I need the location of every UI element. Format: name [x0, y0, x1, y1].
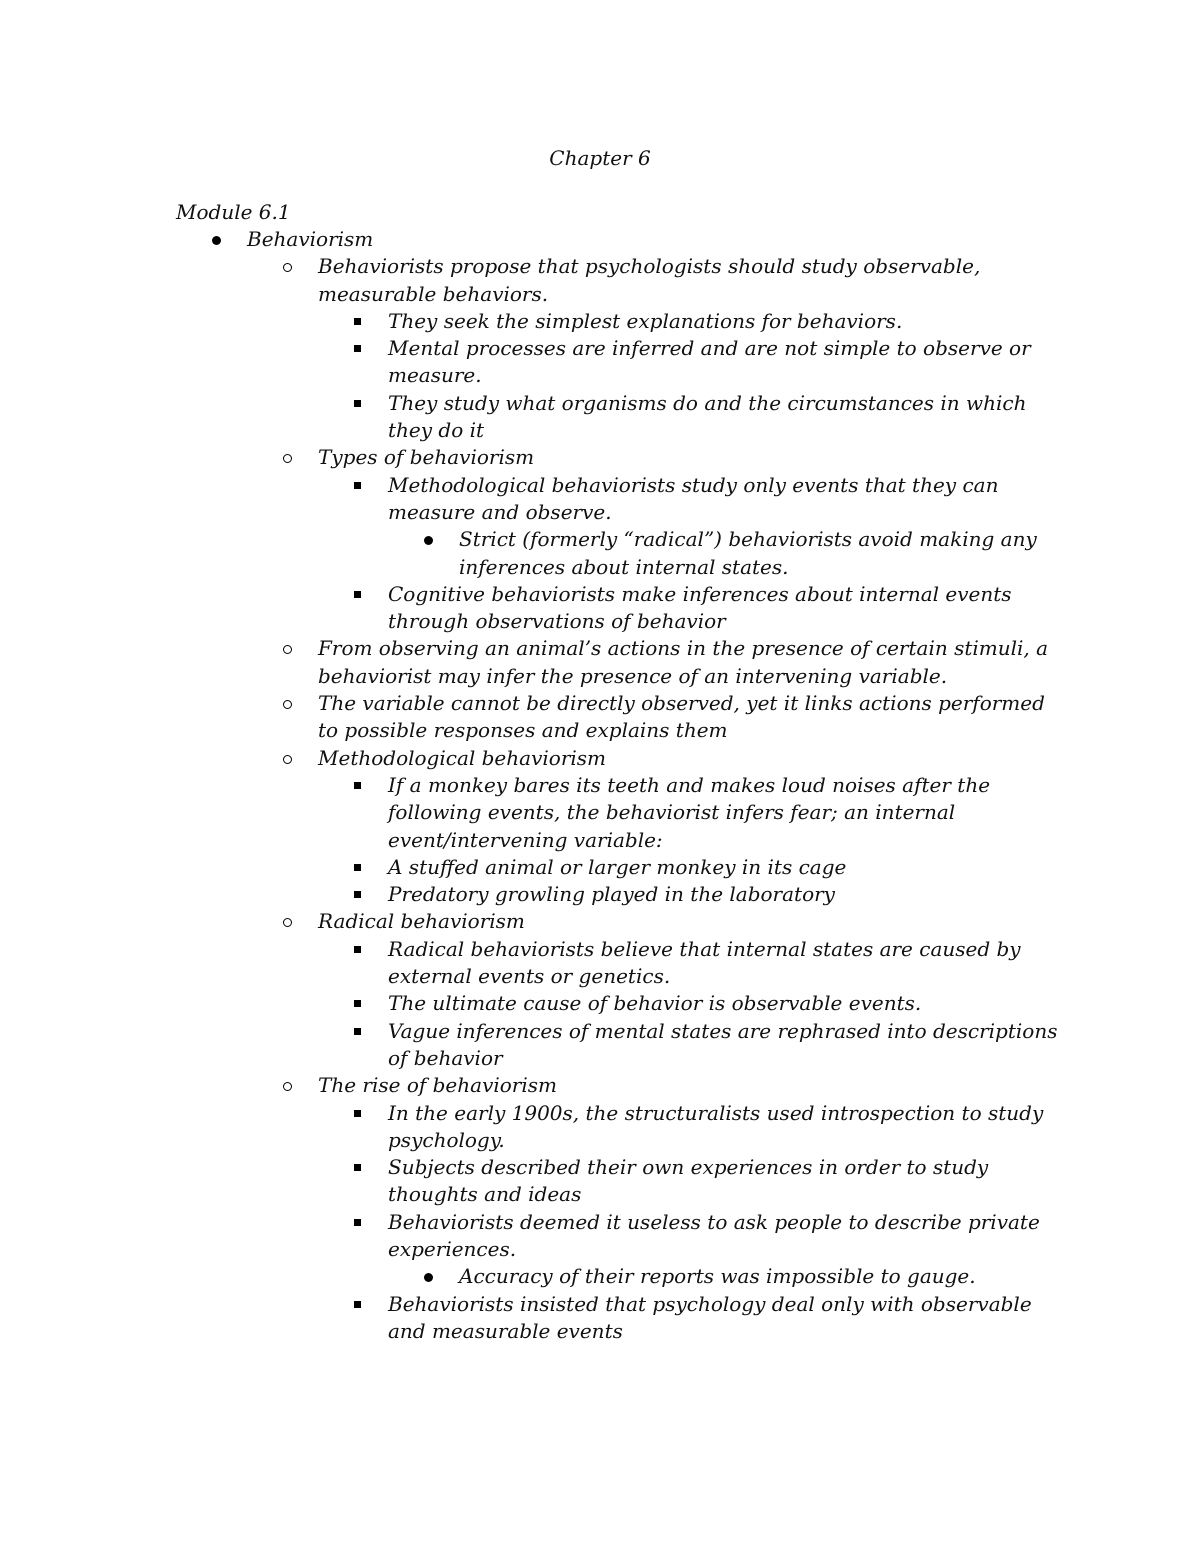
outline-item-level-2 — [0, 745, 1200, 772]
outline-item-level-3 — [0, 335, 1200, 390]
outline-item-line: Methodological behaviorists study only events that they can — [388, 472, 999, 497]
outline-item-text — [388, 335, 1038, 390]
outline-item-line: From observing an animal’s actions in the presence of certain stimuli, a — [318, 636, 1049, 661]
outline-item-level-2 — [0, 690, 1200, 745]
bullet-square-icon — [354, 864, 361, 871]
outline-item-level-3 — [0, 881, 1200, 908]
outline-item-line: Behaviorists deemed it useless to ask people to describe private — [388, 1209, 1040, 1234]
outline-item-level-3 — [0, 390, 1200, 445]
outline-item-line: Methodological behaviorism — [318, 745, 606, 770]
outline-item-line: In the early 1900s, the structuralists used introspection to study — [388, 1100, 1044, 1125]
outline-item-text — [388, 990, 1038, 1017]
outline-list — [0, 226, 1200, 1345]
bullet-disc-icon — [424, 536, 433, 545]
outline-item-level-3 — [0, 772, 1200, 854]
outline-item-text — [318, 253, 1018, 308]
outline-item-line: They seek the simplest explanations for behaviors. — [388, 308, 903, 333]
outline-item-line: experiences. — [388, 1236, 517, 1261]
outline-item-line: If a monkey bares its teeth and makes loud noises after the — [388, 772, 991, 797]
bullet-square-icon — [354, 946, 361, 953]
outline-item-line: Behaviorists insisted that psychology deal only with observable — [388, 1291, 1032, 1316]
outline-item-level-2 — [0, 908, 1200, 935]
outline-item-text — [318, 1072, 1018, 1099]
bullet-circle-icon — [283, 454, 292, 463]
outline-item-line: psychology. — [388, 1127, 505, 1152]
outline-item-level-3 — [0, 1291, 1200, 1346]
outline-item-line: Radical behaviorism — [318, 909, 525, 934]
bullet-circle-icon — [283, 263, 292, 272]
outline-item-text — [459, 1263, 1039, 1290]
outline-item-line: Cognitive behaviorists make inferences about internal events — [388, 581, 1012, 606]
bullet-square-icon — [354, 345, 361, 352]
outline-item-line: The variable cannot be directly observed, yet it links actions performed — [318, 691, 1045, 716]
outline-item-level-2 — [0, 1072, 1200, 1099]
outline-item-level-2 — [0, 253, 1200, 308]
outline-item-line: measurable behaviors. — [318, 281, 549, 306]
outline-item-text — [388, 854, 1038, 881]
outline-item-text — [388, 1209, 1038, 1264]
outline-item-line: external events or genetics. — [388, 964, 671, 989]
bullet-disc-icon — [424, 1273, 433, 1282]
outline-item-line: Subjects described their own experiences in order to study — [388, 1155, 989, 1180]
outline-item-line: following events, the behaviorist infers fear; an internal — [388, 800, 956, 825]
outline-item-level-2 — [0, 635, 1200, 690]
bullet-square-icon — [354, 1000, 361, 1007]
outline-item-line: thoughts and ideas — [388, 1182, 582, 1207]
outline-item-text — [388, 472, 1038, 527]
outline-item-text — [388, 881, 1038, 908]
bullet-circle-icon — [283, 1082, 292, 1091]
bullet-square-icon — [354, 1164, 361, 1171]
outline-item-text — [318, 444, 1018, 471]
module-heading: Module 6.1 — [176, 200, 291, 224]
outline-item-text — [318, 908, 1018, 935]
bullet-square-icon — [354, 400, 361, 407]
bullet-circle-icon — [283, 918, 292, 927]
outline-item-line: They study what organisms do and the circumstances in which — [388, 390, 1027, 415]
outline-item-text — [318, 690, 1045, 745]
outline-item-text — [388, 1291, 1038, 1346]
outline-item-text — [247, 226, 947, 253]
outline-item-line: they do it — [388, 418, 485, 443]
outline-item-level-4 — [0, 526, 1200, 581]
outline-item-level-3 — [0, 472, 1200, 527]
bullet-circle-icon — [283, 700, 292, 709]
outline-item-line: through observations of behavior — [388, 609, 726, 634]
outline-item-level-3 — [0, 1018, 1200, 1073]
outline-item-text — [388, 581, 1038, 636]
outline-item-line: Predatory growling played in the laboratory — [388, 882, 835, 907]
bullet-square-icon — [354, 1110, 361, 1117]
bullet-square-icon — [354, 482, 361, 489]
outline-item-level-3 — [0, 936, 1200, 991]
outline-item-line: Vague inferences of mental states are rephrased into descriptions — [388, 1018, 1058, 1043]
page-title: Chapter 6 — [549, 146, 651, 170]
bullet-square-icon — [354, 1219, 361, 1226]
outline-item-text — [388, 308, 1038, 335]
outline-item-text — [318, 745, 1018, 772]
outline-item-text — [388, 1018, 1058, 1073]
bullet-square-icon — [354, 782, 361, 789]
bullet-square-icon — [354, 318, 361, 325]
outline-item-line: Mental processes are inferred and are not simple to observe or — [388, 336, 1031, 361]
outline-item-line: of behavior — [388, 1045, 503, 1070]
outline-item-level-3 — [0, 990, 1200, 1017]
outline-item-text — [388, 1100, 1044, 1155]
outline-item-line: inferences about internal states. — [459, 554, 789, 579]
outline-item-line: Behaviorism — [247, 227, 374, 251]
outline-item-line: measure and observe. — [388, 499, 612, 524]
outline-item-line: Behaviorists propose that psychologists should study observable, — [318, 254, 981, 279]
outline-item-level-3 — [0, 1154, 1200, 1209]
bullet-square-icon — [354, 891, 361, 898]
outline-item-level-3 — [0, 854, 1200, 881]
outline-item-line: Radical behaviorists believe that internal states are caused by — [388, 936, 1021, 961]
outline-item-line: and measurable events — [388, 1318, 623, 1343]
outline-item-line: The rise of behaviorism — [318, 1073, 557, 1098]
bullet-square-icon — [354, 1028, 361, 1035]
outline-item-text — [388, 936, 1038, 991]
outline-item-line: Types of behaviorism — [318, 445, 535, 470]
outline-item-level-2 — [0, 444, 1200, 471]
outline-item-line: Accuracy of their reports was impossible to gauge. — [459, 1264, 976, 1289]
outline-item-text — [388, 390, 1038, 445]
outline-item-text — [459, 526, 1039, 581]
outline-item-line: behaviorist may infer the presence of an intervening variable. — [318, 663, 948, 688]
outline-item-text — [388, 772, 1038, 854]
outline-item-line: The ultimate cause of behavior is observable events. — [388, 991, 922, 1016]
outline-item-level-3 — [0, 1209, 1200, 1264]
bullet-circle-icon — [283, 755, 292, 764]
outline-item-level-4 — [0, 1263, 1200, 1290]
outline-item-level-1 — [0, 226, 1200, 253]
outline-item-text — [388, 1154, 1038, 1209]
outline-item-line: Strict (formerly “radical”) behaviorists avoid making any — [459, 527, 1037, 552]
outline-item-level-3 — [0, 308, 1200, 335]
outline-item-level-3 — [0, 581, 1200, 636]
outline-item-text — [318, 635, 1049, 690]
outline-item-line: measure. — [388, 363, 482, 388]
outline-item-line: to possible responses and explains them — [318, 718, 728, 743]
outline-item-line: event/intervening variable: — [388, 827, 663, 852]
bullet-circle-icon — [283, 645, 292, 654]
outline-item-level-3 — [0, 1100, 1200, 1155]
bullet-disc-icon — [212, 236, 221, 245]
outline-item-line: A stuffed animal or larger monkey in its cage — [388, 854, 847, 879]
bullet-square-icon — [354, 591, 361, 598]
bullet-square-icon — [354, 1301, 361, 1308]
